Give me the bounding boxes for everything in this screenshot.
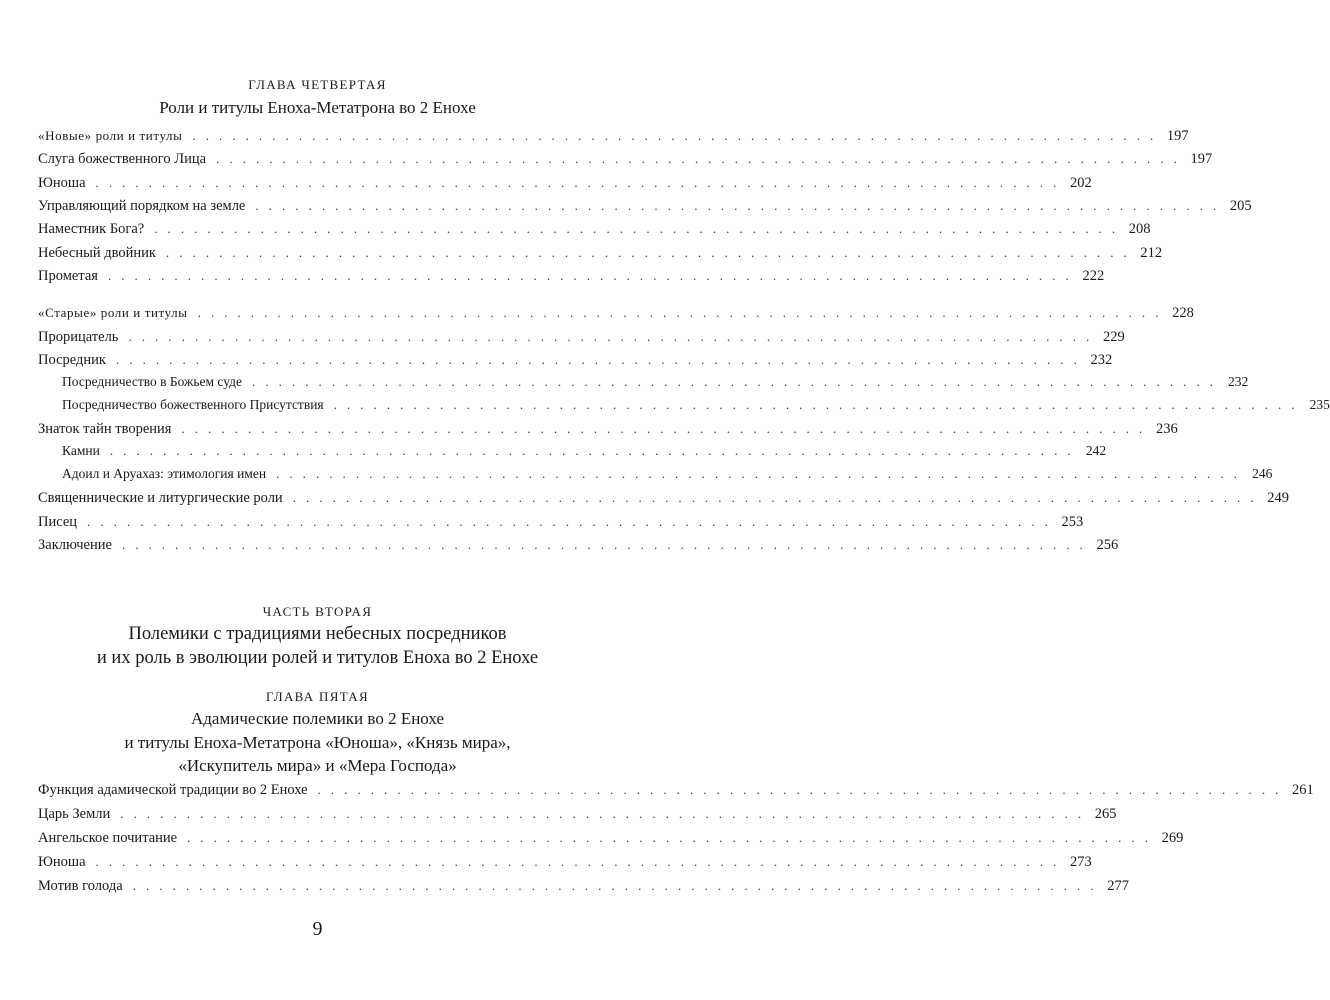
toc-entry[interactable] [38, 421, 1178, 443]
toc-entry[interactable] [38, 352, 1113, 374]
toc-leader: . . . . . . . . . . . . . . . . . . . . . . . . . . . . . . . . . . . . . . . . . . . . . . . . . . . . . . . . . . . . . . . . . . . . . . . . . [115, 352, 1081, 367]
toc-page-number: 273 [1070, 854, 1092, 870]
toc-entry[interactable] [38, 305, 1194, 327]
toc-leader: . . . . . . . . . . . . . . . . . . . . . . . . . . . . . . . . . . . . . . . . . . . . . . . . . . . . . . . . . . . . . . . . . . . . . . . . . [132, 878, 1097, 893]
toc-entry-label: Камни [62, 443, 100, 458]
toc-entry[interactable] [38, 854, 1092, 876]
toc-page-number: 235 [1309, 397, 1330, 412]
toc-page-number: 277 [1107, 878, 1129, 894]
toc-page-number: 265 [1094, 806, 1117, 822]
toc-entry-label: Прорицатель [38, 329, 119, 345]
toc-entry-label: Посредничество божественного Присутствия [62, 397, 324, 412]
toc-page-number: 232 [1090, 352, 1113, 368]
toc-page-number: 261 [1292, 782, 1314, 798]
toc-entry[interactable] [38, 514, 1084, 536]
toc-subentry[interactable] [62, 397, 1330, 419]
toc-entry-label: Функция адамической традиции во 2 Енохе [38, 782, 308, 798]
toc-entry-label: Заключение [38, 537, 112, 553]
toc-leader: . . . . . . . . . . . . . . . . . . . . . . . . . . . . . . . . . . . . . . . . . . . . . . . . . . . . . . . . . . . . . . . . . . . . . . . . . [95, 175, 1060, 190]
toc-page-number: 249 [1267, 490, 1289, 506]
toc-leader: . . . . . . . . . . . . . . . . . . . . . . . . . . . . . . . . . . . . . . . . . . . . . . . . . . . . . . . . . . . . . . . . . . . . . . . . . [192, 128, 1157, 143]
toc-page-number: 197 [1190, 151, 1213, 167]
toc-entry[interactable] [38, 490, 1289, 512]
toc-entry-label: Писец [38, 514, 78, 530]
toc-entry-label: Адоил и Аруахаз: этимология имен [62, 466, 267, 481]
toc-leader: . . . . . . . . . . . . . . . . . . . . . . . . . . . . . . . . . . . . . . . . . . . . . . . . . . . . . . . . . . . . . . . . . . . . . . . . . [292, 490, 1257, 505]
toc-leader: . . . . . . . . . . . . . . . . . . . . . . . . . . . . . . . . . . . . . . . . . . . . . . . . . . . . . . . . . . . . . . . . . . . . . . . . . [255, 198, 1220, 213]
toc-entry[interactable] [38, 221, 1151, 243]
toc-page-number: 253 [1061, 514, 1084, 530]
toc-entry-label: Юноша [38, 175, 86, 191]
toc-leader: . . . . . . . . . . . . . . . . . . . . . . . . . . . . . . . . . . . . . . . . . . . . . . . . . . . . . . . . . . . . . . . . . . . . . . . . . [197, 305, 1162, 320]
toc-leader: . . . . . . . . . . . . . . . . . . . . . . . . . . . . . . . . . . . . . . . . . . . . . . . . . . . . . . . . . . . . . . . . . . . . . . . . . [252, 374, 1217, 389]
toc-leader: . . . . . . . . . . . . . . . . . . . . . . . . . . . . . . . . . . . . . . . . . . . . . . . . . . . . . . . . . . . . . . . . . . . . . . . . . [187, 830, 1152, 845]
toc-entry-label: Управляющий порядком на земле [38, 198, 246, 214]
toc-leader: . . . . . . . . . . . . . . . . . . . . . . . . . . . . . . . . . . . . . . . . . . . . . . . . . . . . . . . . . . . . . . . . . . . . . . . . . [120, 806, 1085, 821]
toc-leader: . . . . . . . . . . . . . . . . . . . . . . . . . . . . . . . . . . . . . . . . . . . . . . . . . . . . . . . . . . . . . . . . . . . . . . . . . [109, 443, 1075, 458]
toc-entry[interactable] [38, 268, 1105, 290]
toc-leader: . . . . . . . . . . . . . . . . . . . . . . . . . . . . . . . . . . . . . . . . . . . . . . . . . . . . . . . . . . . . . . . . . . . . . . . . . [121, 537, 1087, 552]
chapter-5-title-line-2: и титулы Еноха-Метатрона «Юноша», «Князь мира», [124, 733, 511, 752]
toc-page-number: 232 [1228, 374, 1249, 389]
page-number: 9 [312, 918, 323, 940]
chapter-5-title-line-1: Адамические полемики во 2 Енохе [191, 709, 444, 728]
chapter-5-title-line-3: «Искупитель мира» и «Мера Господа» [178, 756, 457, 775]
toc-page-number: 242 [1085, 443, 1107, 458]
toc-entry[interactable] [38, 830, 1184, 852]
toc-entry-label: Царь Земли [38, 806, 111, 822]
toc-entry-label: «Новые» роли и титулы [38, 128, 183, 143]
toc-entry-label: Посредник [38, 352, 106, 368]
chapter-5-label: ГЛАВА ПЯТАЯ [266, 689, 369, 704]
toc-leader: . . . . . . . . . . . . . . . . . . . . . . . . . . . . . . . . . . . . . . . . . . . . . . . . . . . . . . . . . . . . . . . . . . . . . . . . . [154, 221, 1119, 236]
toc-entry-label: «Старые» роли и титулы [38, 305, 188, 320]
toc-entry-label: Священнические и литургические роли [38, 490, 283, 506]
toc-leader: . . . . . . . . . . . . . . . . . . . . . . . . . . . . . . . . . . . . . . . . . . . . . . . . . . . . . . . . . . . . . . . . . . . . . . . . . [95, 854, 1060, 869]
toc-subentry[interactable] [62, 466, 1273, 488]
toc-page-number: 205 [1229, 198, 1252, 214]
toc-entry-label: Посредничество в Божьем суде [62, 374, 243, 389]
toc-entry-label: Наместник Бога? [38, 221, 145, 237]
toc-entry-label: Прометая [38, 268, 98, 284]
toc-entry[interactable] [38, 151, 1213, 173]
part-2-title-line-2: и их роль в эволюции ролей и титулов Еноха во 2 Енохе [96, 648, 539, 668]
toc-entry-label: Слуга божественного Лица [38, 151, 207, 167]
toc-leader: . . . . . . . . . . . . . . . . . . . . . . . . . . . . . . . . . . . . . . . . . . . . . . . . . . . . . . . . . . . . . . . . . . . . . . . . . [216, 151, 1181, 166]
toc-entry[interactable] [38, 198, 1252, 220]
toc-entry-label: Знаток тайн творения [38, 421, 172, 437]
toc-page-number: 208 [1128, 221, 1151, 237]
part-2-title-line-1: Полемики с традициями небесных посредников [128, 624, 507, 644]
toc-entry[interactable] [38, 175, 1092, 197]
toc-entry-label: Юноша [38, 854, 86, 870]
toc-entry[interactable] [38, 806, 1117, 828]
toc-entry[interactable] [38, 128, 1189, 150]
toc-page-number: 222 [1082, 268, 1105, 284]
chapter-4-label: ГЛАВА ЧЕТВЕРТАЯ [248, 77, 387, 92]
toc-page-number: 212 [1140, 245, 1163, 261]
toc-entry-label: Небесный двойник [38, 245, 156, 261]
part-2-label: ЧАСТЬ ВТОРАЯ [262, 604, 373, 619]
toc-entry[interactable] [38, 245, 1163, 267]
toc-entry[interactable] [38, 878, 1129, 900]
toc-entry-label: Ангельское почитание [38, 830, 178, 846]
toc-leader: . . . . . . . . . . . . . . . . . . . . . . . . . . . . . . . . . . . . . . . . . . . . . . . . . . . . . . . . . . . . . . . . . . . . . . . . . [181, 421, 1146, 436]
toc-subentry[interactable] [62, 374, 1249, 396]
toc-page-number: 269 [1161, 830, 1184, 846]
toc-page-number: 256 [1096, 537, 1119, 553]
toc-page-number: 228 [1172, 305, 1194, 321]
chapter-4-title: Роли и титулы Еноха-Метатрона во 2 Енохе [159, 98, 476, 117]
toc-leader: . . . . . . . . . . . . . . . . . . . . . . . . . . . . . . . . . . . . . . . . . . . . . . . . . . . . . . . . . . . . . . . . . . . . . . . . . [333, 397, 1298, 412]
toc-entry[interactable] [38, 329, 1125, 351]
toc-page-number: 197 [1166, 128, 1189, 144]
toc-page-number: 246 [1252, 466, 1273, 481]
toc-subentry[interactable] [62, 443, 1107, 465]
toc-leader: . . . . . . . . . . . . . . . . . . . . . . . . . . . . . . . . . . . . . . . . . . . . . . . . . . . . . . . . . . . . . . . . . . . . . . . . . [87, 514, 1052, 529]
toc-entry-label: Мотив голода [38, 878, 123, 894]
toc-entry[interactable] [38, 782, 1314, 804]
toc-page-number: 229 [1102, 329, 1125, 345]
toc-page-number: 236 [1155, 421, 1178, 437]
toc-leader: . . . . . . . . . . . . . . . . . . . . . . . . . . . . . . . . . . . . . . . . . . . . . . . . . . . . . . . . . . . . . . . . . . . . . . . . . [107, 268, 1073, 283]
toc-page-number: 202 [1070, 175, 1092, 191]
toc-leader: . . . . . . . . . . . . . . . . . . . . . . . . . . . . . . . . . . . . . . . . . . . . . . . . . . . . . . . . . . . . . . . . . . . . . . . . . [128, 329, 1093, 344]
toc-leader: . . . . . . . . . . . . . . . . . . . . . . . . . . . . . . . . . . . . . . . . . . . . . . . . . . . . . . . . . . . . . . . . . . . . . . . . . [317, 782, 1282, 797]
toc-entry[interactable] [38, 537, 1119, 559]
toc-leader: . . . . . . . . . . . . . . . . . . . . . . . . . . . . . . . . . . . . . . . . . . . . . . . . . . . . . . . . . . . . . . . . . . . . . . . . . [276, 466, 1241, 481]
toc-leader: . . . . . . . . . . . . . . . . . . . . . . . . . . . . . . . . . . . . . . . . . . . . . . . . . . . . . . . . . . . . . . . . . . . . . . . . . [165, 245, 1131, 260]
